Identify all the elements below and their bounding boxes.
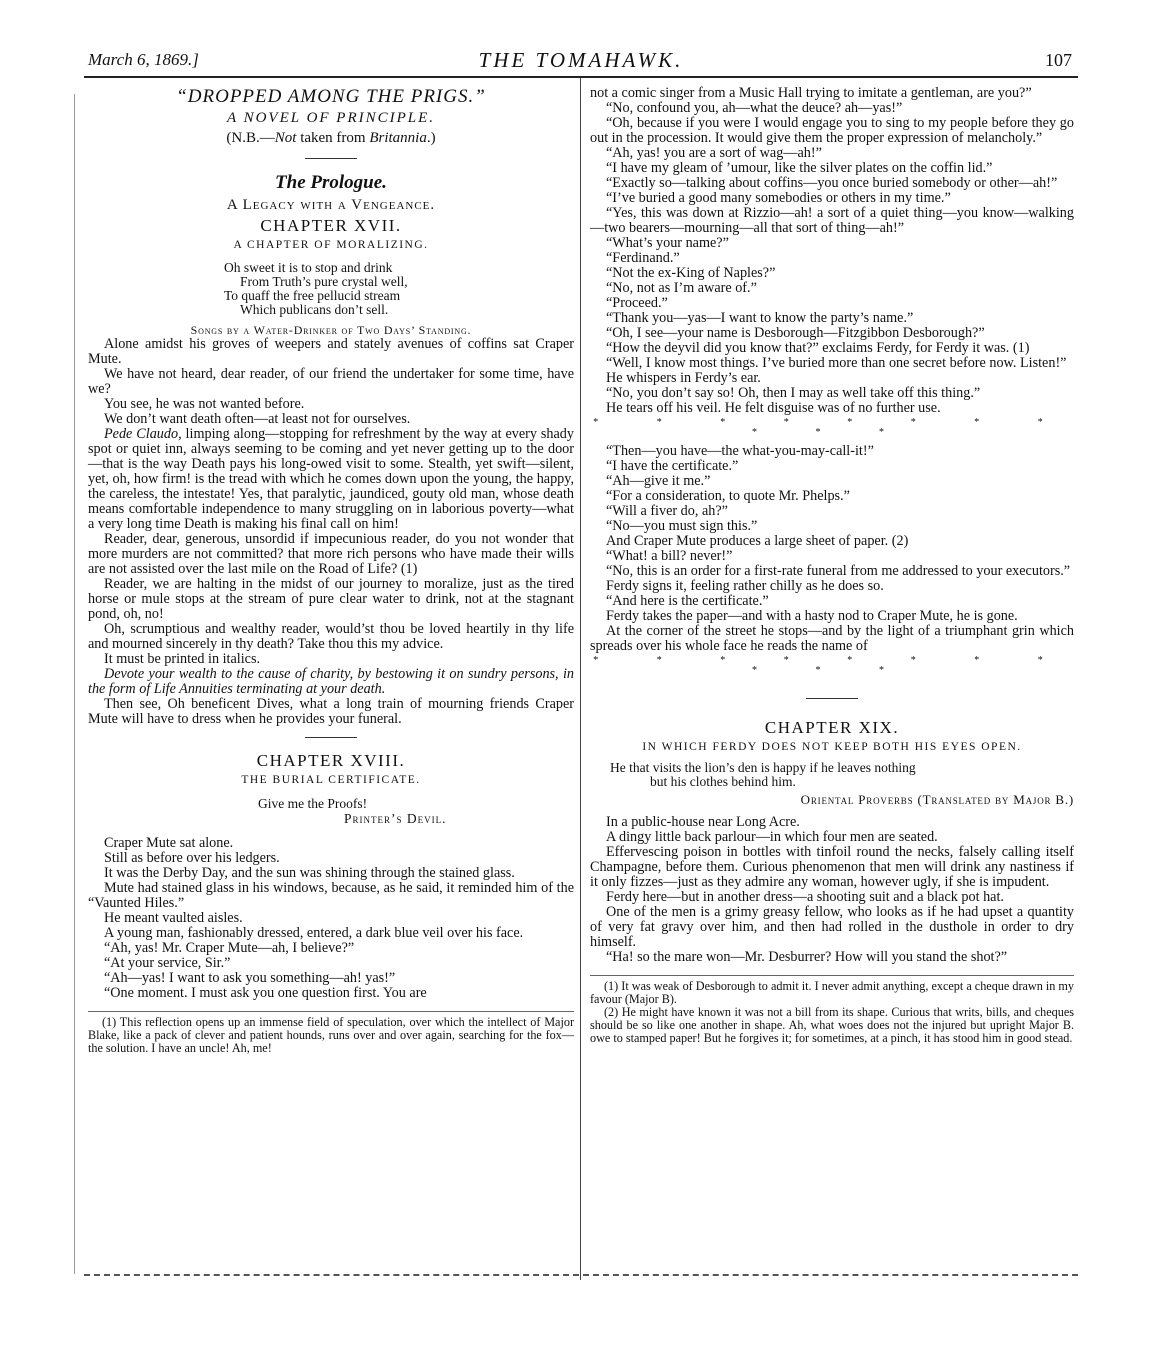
bottom-rule	[84, 1274, 1078, 1276]
page-edge-line	[74, 94, 75, 1274]
paragraph: One of the men is a grimy greasy fellow, who looks as if he had upset a quantity of very fat gravy over him, and then had rolled in the dusthole in order to dry himself.	[590, 904, 1074, 950]
paragraph: “Oh, because if you were I would engage you to sing to my people before they go out in the procession. It would give them the proper expression of melancholy.”	[590, 115, 1074, 146]
paragraph: It must be printed in italics.	[104, 651, 261, 667]
section-divider	[305, 737, 357, 738]
paragraph: “Ah—yas! I want to ask you something—ah! yas!”	[104, 970, 396, 986]
paragraph: Pede Claudo, limping along—stopping for refreshment by the way at every shady spot or quiet inn, always seeming to be coming and yet never getting up to the door—that is the way Death pays his long-owed visit to some. Stealth, yet swift—silent, yet, oh, how firm! is the tread with which he comes down upon the young, the happy, the careless, the intestate! Yes, that paralytic, jaundiced, gouty old man, whose death means comfortable independence to many struggling on in laborious poverty—what a very long time Death is making his final call on him!	[88, 426, 574, 532]
paragraph: “Not the ex-King of Naples?”	[606, 265, 776, 281]
epigraph-line: Give me the Proofs!	[258, 796, 368, 811]
verse-line: Oh sweet it is to stop and drink	[224, 260, 393, 275]
paragraph: Ferdy takes the paper—and with a hasty nod to Craper Mute, he is gone.	[606, 608, 1018, 624]
paragraph: You see, he was not wanted before.	[104, 396, 305, 412]
story-subtitle: A NOVEL OF PRINCIPLE.	[226, 110, 436, 126]
paragraph: not a comic singer from a Music Hall trying to imitate a gentleman, are you?”	[590, 85, 1032, 101]
paragraph: Ferdy here—but in another dress—a shooting suit and a black pot hat.	[606, 889, 1004, 905]
paragraph: “Ah—give it me.”	[606, 473, 711, 489]
paragraph: Oh, scrumptious and wealthy reader, would’st thou be loved heartily in thy life and mourned sincerely in thy death? Take thou this my advice.	[88, 621, 574, 652]
paragraph: At the corner of the street he stops—and by the light of a triumphant grin which spreads over his whole face he reads the name of	[590, 623, 1074, 654]
paragraph: Then see, Oh beneficent Dives, what a long train of mourning friends Craper Mute will have to dress when he provides your funeral.	[88, 696, 574, 727]
epigraph-line: He that visits the lion’s den is happy if he leaves nothing	[610, 760, 916, 775]
chapter-18-subtitle: THE BURIAL CERTIFICATE.	[241, 774, 421, 786]
footnote: (1) This reflection opens up an immense field of speculation, over which the intellect of Major Blake, like a pack of clever and patient hounds, runs over and over again, searching for the fox—the solution. I have an uncle! Ah, me!	[88, 1015, 574, 1055]
paragraph: Alone amidst his groves of weepers and stately avenues of coffins sat Craper Mute.	[88, 336, 574, 367]
chapter-18-title: CHAPTER XVIII.	[256, 751, 406, 770]
paragraph: He whispers in Ferdy’s ear.	[606, 370, 761, 386]
verse-line: To quaff the free pellucid stream	[224, 288, 401, 303]
italic-advice: Devote your wealth to the cause of charity, by bestowing it on sundry persons, in the form of Life Annuities terminating at your death.	[88, 666, 574, 697]
column-divider	[580, 78, 581, 1280]
paragraph: “Oh, I see—your name is Desborough—Fitzgibbon Desborough?”	[606, 325, 985, 341]
source-note: (N.B.—Not taken from Britannia.)	[226, 130, 436, 146]
paragraph: He meant vaulted aisles.	[104, 910, 243, 926]
paragraph: “I’ve buried a good many somebodies or others in my time.”	[606, 190, 951, 206]
verse-line: Which publicans don’t sell.	[240, 302, 389, 317]
paragraph: He tears off his veil. He felt disguise was of no further use.	[606, 400, 941, 416]
left-footnotes	[88, 1011, 574, 1055]
paragraph: Still as before over his ledgers.	[104, 850, 280, 866]
epigraph-line: but his clothes behind him.	[650, 774, 796, 789]
chapter-19-subtitle: IN WHICH FERDY DOES NOT KEEP BOTH HIS EYES OPEN.	[642, 741, 1022, 753]
paragraph: “Well, I know most things. I’ve buried more than one secret before now. Listen!”	[606, 355, 1067, 371]
verse-attribution: Songs by a Water-Drinker of Two Days’ Standing.	[190, 323, 472, 337]
paragraph: “No, this is an order for a first-rate funeral from me addressed to your executors.”	[606, 563, 1071, 579]
paragraph: “Yes, this was down at Rizzio—ah! a sort of a quiet thing—you know—walking—two bearers—mourning—all that sort of thing—ah!”	[590, 205, 1074, 236]
prologue-subheading: A Legacy with a Vengeance.	[226, 197, 436, 213]
paragraph: “I have the certificate.”	[606, 458, 739, 474]
paragraph: “What’s your name?”	[606, 235, 729, 251]
paragraph: “Ah, yas! you are a sort of wag—ah!”	[606, 145, 822, 161]
paragraph: “No, not as I’m aware of.”	[606, 280, 757, 296]
paragraph: “No, confound you, ah—what the deuce? ah—yas!”	[606, 100, 903, 116]
paragraph: “One moment. I must ask you one question first. You are	[104, 985, 427, 1001]
paragraph: “Proceed.”	[606, 295, 668, 311]
chapter-17-subtitle: A CHAPTER OF MORALIZING.	[233, 239, 429, 251]
footnote: (2) He might have known it was not a bill from its shape. Curious that writs, bills, and cheques should be so like one another in shape. Ah, what woes does not the injured but upright Major B. owe to stamped paper! But he forgives it; for sometimes, at a pinch, it has stood him in good stead.	[590, 1005, 1074, 1045]
chapter-19-epigraph	[610, 761, 1074, 789]
paragraph: “What! a bill? never!”	[606, 548, 733, 564]
paragraph: We don’t want death often—at least not for ourselves.	[104, 411, 411, 427]
chapter-19-title: CHAPTER XIX.	[764, 718, 900, 737]
paragraph: “Then—you have—the what-you-may-call-it!”	[606, 443, 874, 459]
paragraph: A dingy little back parlour—in which four men are seated.	[606, 829, 938, 845]
paragraph: Reader, dear, generous, unsordid if impecunious reader, do you not wonder that more murders are not committed? that more rich persons who have made their wills are not assisted over the last mile on the Road of Life? (1)	[88, 531, 574, 577]
prologue-heading: The Prologue.	[275, 172, 387, 193]
epigraph-attribution: Printer’s Devil.	[344, 811, 447, 826]
verse-line: From Truth’s pure crystal well,	[240, 274, 408, 289]
chapter-17-verse	[224, 261, 574, 317]
right-column	[590, 86, 1074, 1045]
story-title: “DROPPED AMONG THE PRIGS.”	[176, 86, 486, 107]
paragraph: A young man, fashionably dressed, entered, a dark blue veil over his face.	[104, 925, 524, 941]
section-stars: * * * * * * * * * * *	[593, 655, 1071, 676]
paragraph: Mute had stained glass in his windows, because, as he said, it reminded him of the “Vaunted Hiles.”	[88, 880, 574, 911]
issue-date: March 6, 1869.]	[88, 50, 199, 69]
paragraph: “Ferdinand.”	[606, 250, 680, 266]
paragraph: “And here is the certificate.”	[606, 593, 769, 609]
section-divider	[806, 698, 858, 699]
left-column	[88, 86, 574, 1055]
paragraph: Craper Mute sat alone.	[104, 835, 234, 851]
paragraph: “I have my gleam of ’umour, like the silver plates on the coffin lid.”	[606, 160, 993, 176]
chapter-17-title: CHAPTER XVII.	[260, 216, 402, 235]
paragraph: It was the Derby Day, and the sun was shining through the stained glass.	[104, 865, 515, 881]
masthead-title: THE TOMAHAWK.	[478, 48, 684, 72]
paragraph: “For a consideration, to quote Mr. Phelps.”	[606, 488, 850, 504]
paragraph: “Will a fiver do, ah?”	[606, 503, 728, 519]
page-number: 107	[1045, 50, 1072, 70]
paragraph: “Ha! so the mare won—Mr. Desburrer? How will you stand the shot?”	[606, 949, 1008, 965]
paragraph: “No—you must sign this.”	[606, 518, 758, 534]
section-divider	[305, 158, 357, 159]
footnote: (1) It was weak of Desborough to admit it. I never admit anything, except a cheque drawn in my favour (Major B).	[590, 979, 1074, 1006]
paragraph: “Exactly so—talking about coffins—you once buried somebody or other—ah!”	[606, 175, 1058, 191]
page-header	[86, 46, 1076, 74]
paragraph: “At your service, Sir.”	[104, 955, 231, 971]
chapter-18-epigraph	[88, 796, 574, 826]
paragraph: Reader, we are halting in the midst of our journey to moralize, just as the tired horse or mule stops at the stream of pure clear water to drink, not at the stagnant pond, oh, no!	[88, 576, 574, 622]
paragraph: And Craper Mute produces a large sheet of paper. (2)	[606, 533, 909, 549]
header-rule	[84, 76, 1078, 78]
paragraph: “No, you don’t say so! Oh, then I may as well take off this thing.”	[606, 385, 981, 401]
paragraph: “Ah, yas! Mr. Craper Mute—ah, I believe?”	[104, 940, 355, 956]
paragraph: We have not heard, dear reader, of our friend the undertaker for some time, have we?	[88, 366, 574, 397]
paragraph: “How the deyvil did you know that?” exclaims Ferdy, for Ferdy it was. (1)	[606, 340, 1030, 356]
paragraph: Effervescing poison in bottles with tinfoil round the necks, falsely calling itself Champagne, before them. Curious phenomenon that men will drink any nastiness if it only fizzes—just as they admire any woman, however ugly, if she is impudent.	[590, 844, 1074, 890]
section-stars: * * * * * * * * * * *	[593, 417, 1071, 438]
paragraph: In a public-house near Long Acre.	[606, 814, 800, 830]
epigraph-attribution: Oriental Proverbs (Translated by Major B.)	[800, 792, 1074, 807]
paragraph: Ferdy signs it, feeling rather chilly as he does so.	[606, 578, 884, 594]
right-footnotes	[590, 975, 1074, 1045]
paragraph: “Thank you—yas—I want to know the party’s name.”	[606, 310, 914, 326]
